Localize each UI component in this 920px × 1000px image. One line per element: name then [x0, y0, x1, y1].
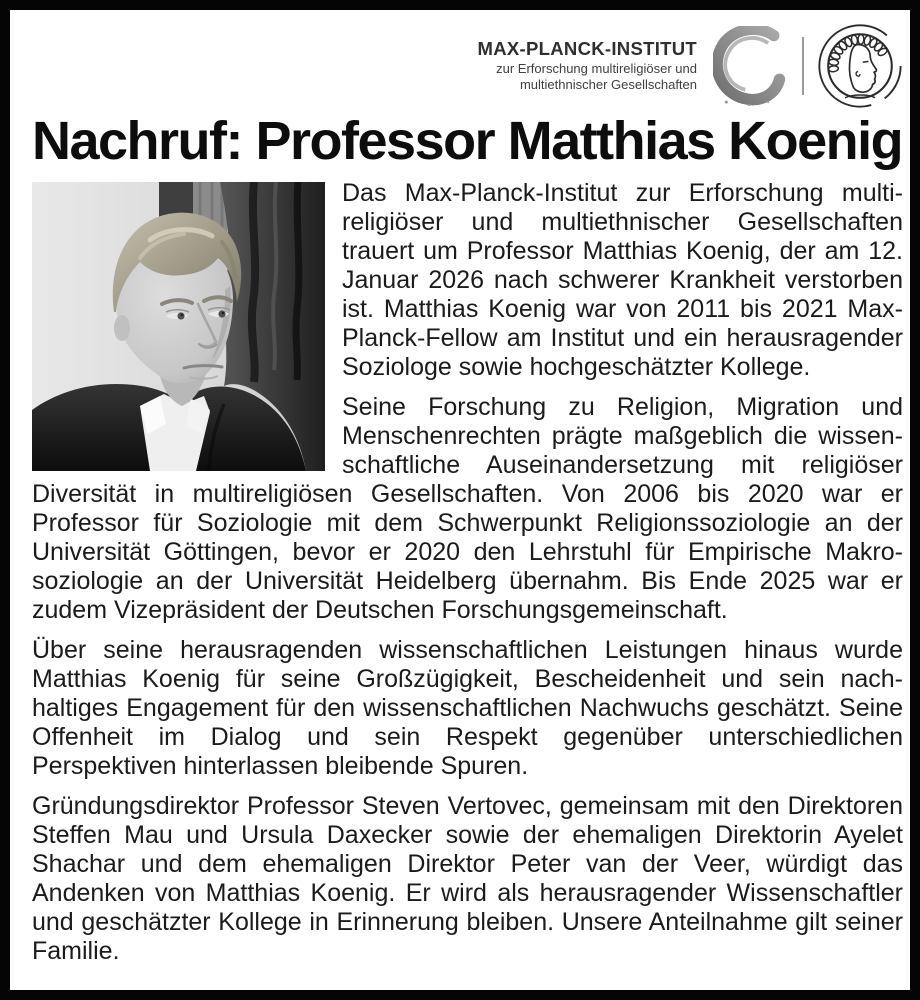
- obituary-text: [32, 179, 903, 966]
- paragraph-condolence: Gründungsdirektor Professor Steven Vertovec, gemeinsam mit den Direktoren Steffen Mau und Ursula Daxecker sowie der ehemaligen Direktorin Ayelet Shachar und dem ehemaligen Direktor Peter van der Veer, würdigt das Andenken von Matthias Koenig. Er wird als herausragender Wissenschaftler und geschätzter Kollege in Erinnerung bleiben. Unsere Anteilnahme gilt seiner Familie.: [32, 792, 903, 965]
- paragraph-character: Über seine herausragenden wissenschaftlichen Leistungen hinaus wurde Matthias Koenig für seine Großzügigkeit, Bescheidenheit und sein nachhaltiges Engagement für den wissenschaftlichen Nachwuchs geschätzt. Seine Offenheit im Dialog und sein Respekt gegenüber unterschiedlichen Perspektiven hinterlassen bleibende Spuren.: [32, 636, 903, 780]
- paragraph-intro: Das Max-Planck-Institut zur Erforschung multireligiöser und multiethnischer Gesellschaften trauert um Professor Matthias Koenig, der am 12. Januar 2026 nach schwerer Krankheit verstorben ist. Matthias Koenig war von 2011 bis 2021 Max-Planck-Fellow am Institut und ein herausragender Soziologe sowie hochgeschätzter Kollege.: [342, 179, 903, 381]
- page-title: Nachruf: Professor Matthias Koenig: [32, 111, 903, 171]
- portrait-photo-graphic: [32, 182, 325, 471]
- institute-subtitle-line2: multiethnischer Gesellschaften: [519, 76, 697, 92]
- minerva-head-icon: [817, 23, 903, 109]
- paragraph-research: Seine Forschung zu Religion, Migration und Menschenrechten prägte maßgeblich die wissenschaftliche Auseinandersetzung mit religiöser Diversität in multireligiösen Gesellschaften. Von 2006 bis 2020 war er Professor für Soziologie mit dem Schwerpunkt Religionssoziologie an der Universität Göttingen, bevor er 2020 den Lehrstuhl für Empirische Makrosoziologie an der Universität Heidelberg übernahm. Bis Ende 2025 war er zudem Vizepräsident der Deutschen Forschungsgemeinschaft.: [32, 393, 903, 624]
- institute-name: MAX-PLANCK-INSTITUT: [477, 37, 697, 59]
- institute-wordmark: [477, 37, 697, 92]
- institute-subtitle-line1: zur Erforschung multireligiöser und: [496, 61, 697, 77]
- institute-header: [32, 26, 903, 106]
- logo-divider: [802, 37, 804, 95]
- enso-brush-circle-icon: [713, 26, 789, 106]
- portrait-photo: [32, 182, 325, 471]
